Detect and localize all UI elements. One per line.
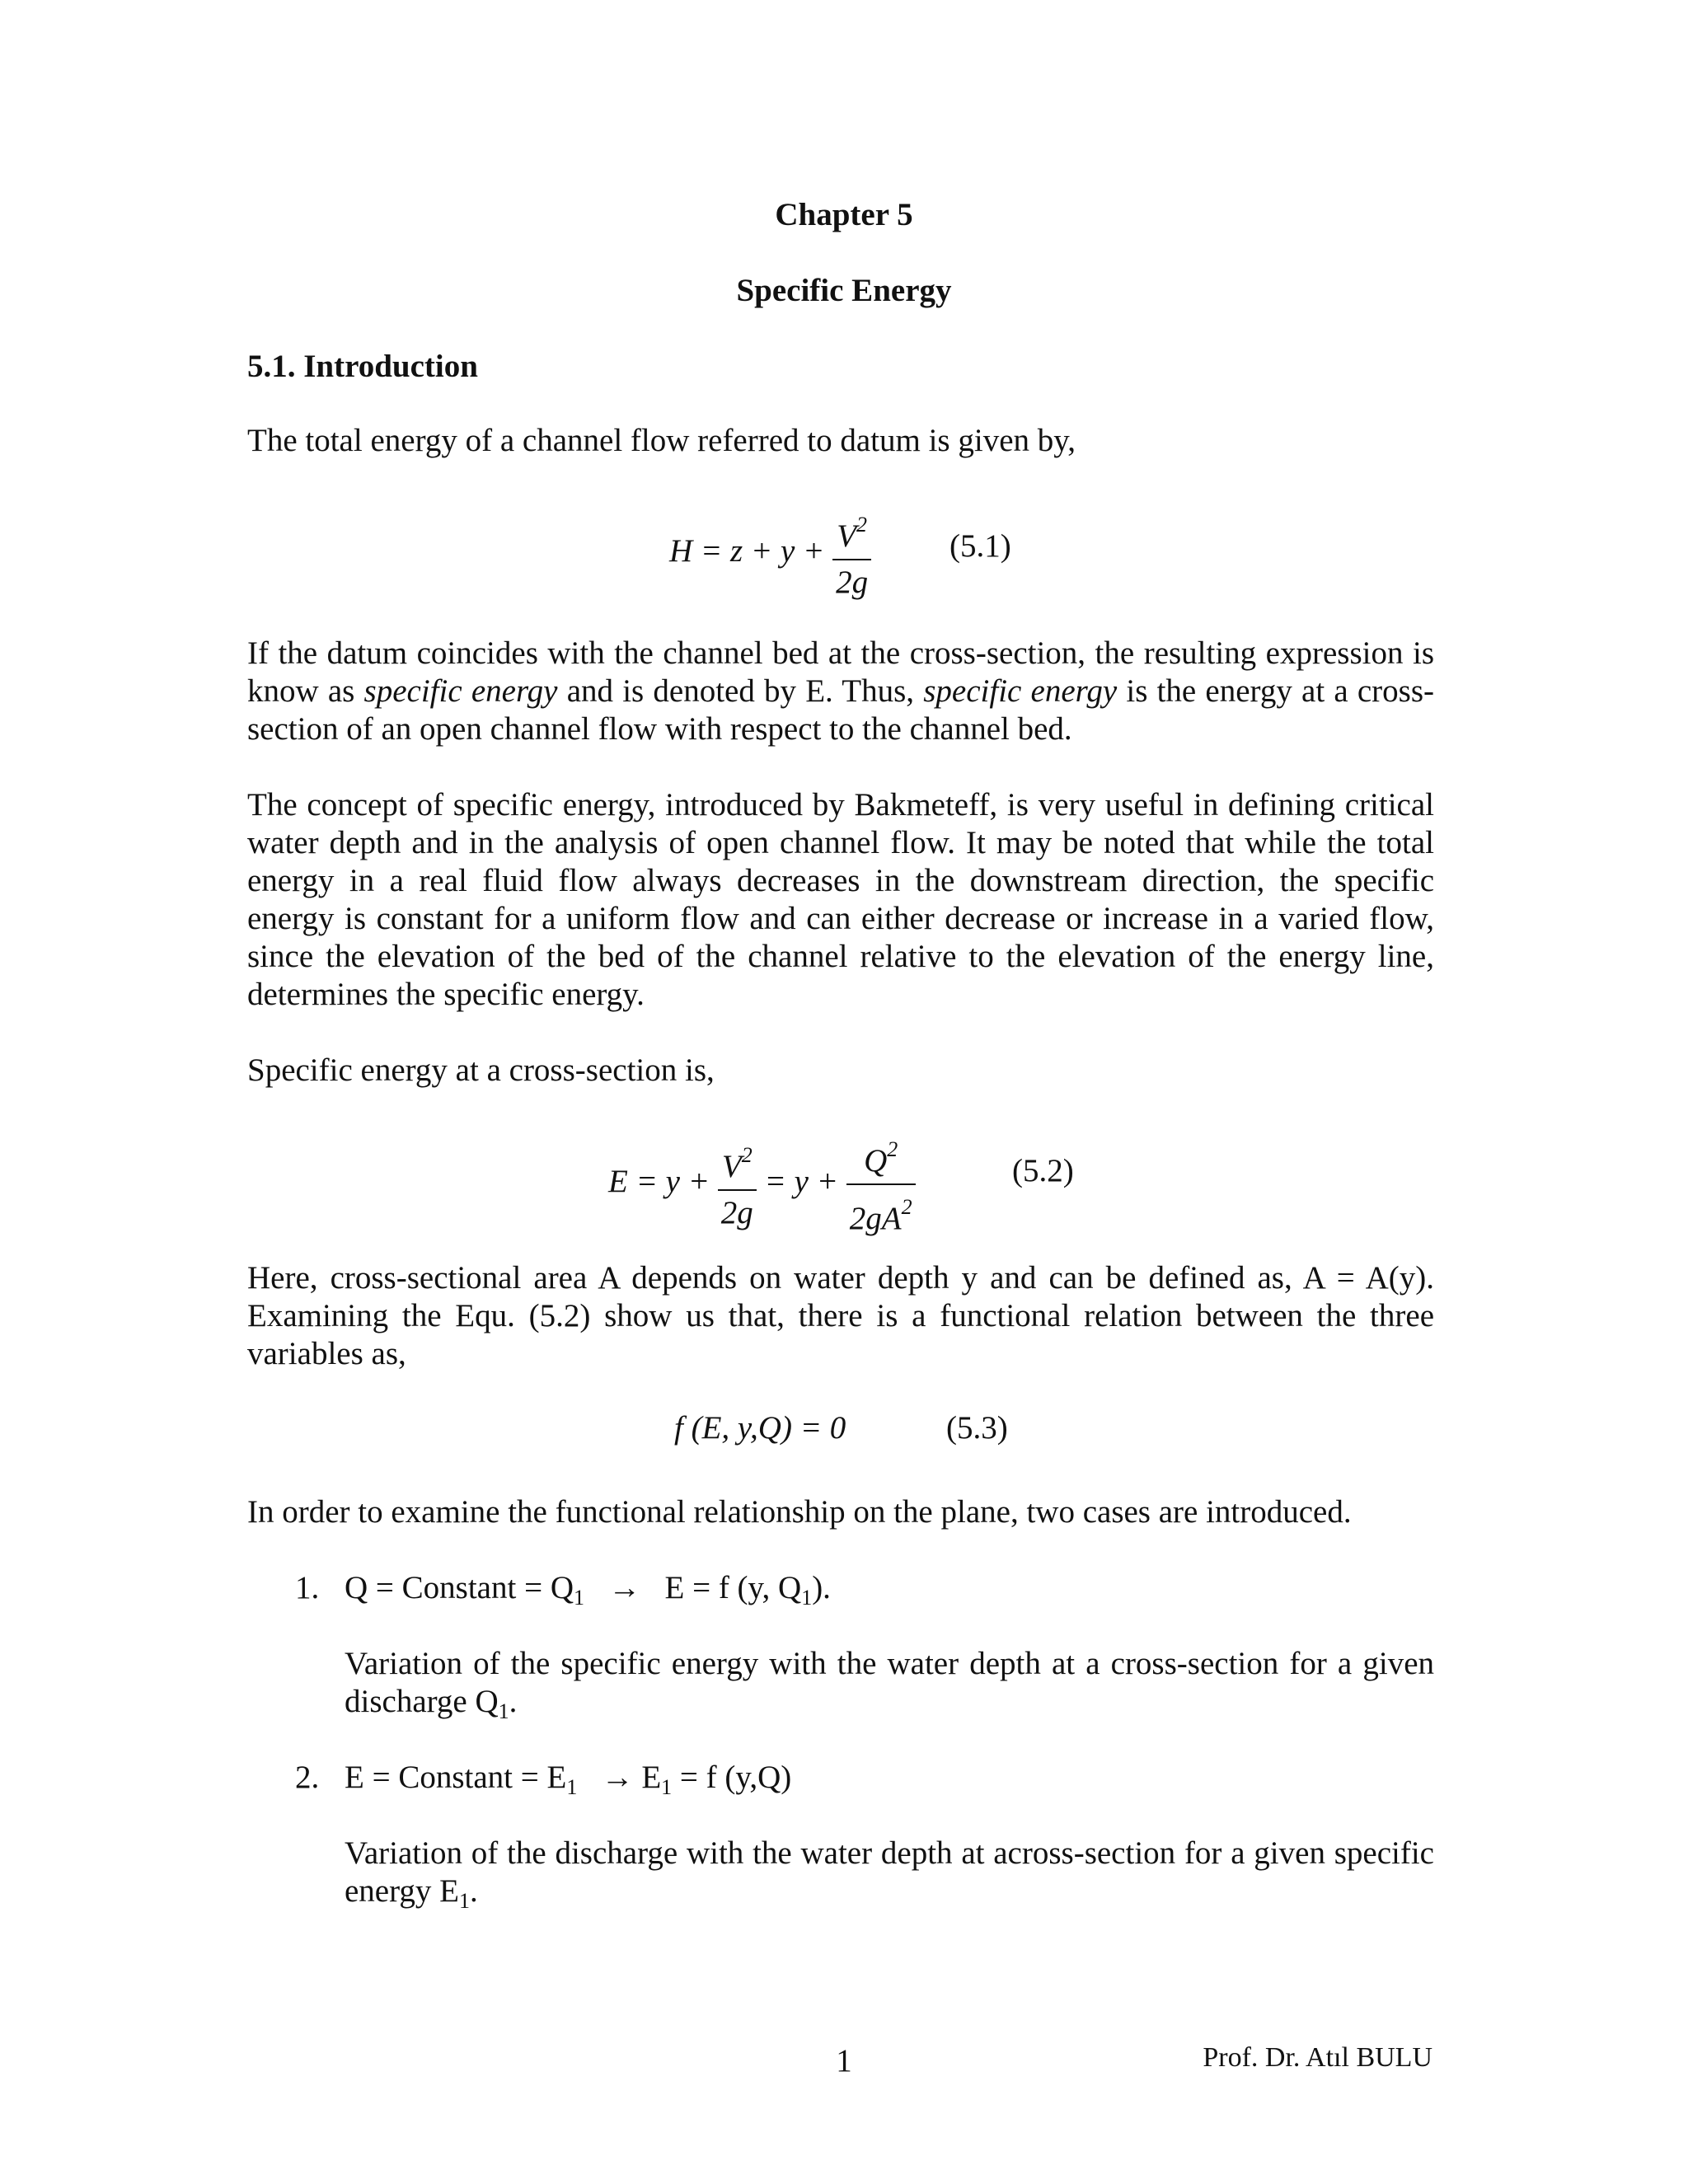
page-number: 1 [836,2043,852,2079]
equation-5-2: E = y + $\frac{V^2}{2g}$ = y + $\frac{Q^2}{2gA^2}$ [608,1127,916,1241]
author-footer: Prof. Dr. Atıl BULU [1203,2042,1432,2073]
list-item-1-number: 1. [295,1570,320,1605]
list-item-2-line: E = Constant = $E_1$ → $E_1 = f$ (y,Q) [345,1760,792,1799]
cases-intro: In order to examine the functional relationship on the plane, two cases are introduced. [247,1494,1352,1530]
equation-5-3-label: (5.3) [946,1410,1008,1446]
equation-5-1-fraction: $\frac{V^2}{2g}$ [832,503,871,605]
chapter-label: Chapter 5 [775,197,913,232]
list-item-1-description: Variation of the specific energy with the water depth at a cross-section for a given discharge $Q_1$. [345,1646,1434,1723]
section-heading: 5.1. Introduction [247,349,478,384]
concept-paragraph: The concept of specific energy, introduced by Bakmeteff, is very useful in defining critical water depth and in the analysis of open channel flow. It may be noted that while the total energy in a real fluid flow always decreases in the downstream direction, the specific energy is constant for a uniform flow and can either decrease or increase in a varied flow, since the elevation of the bed of the channel relative to the elevation of the energy line, determines the specific energy. [247,787,1434,1012]
chapter-title: Specific Energy [736,273,952,308]
area-paragraph: Here, cross-sectional area A depends on water depth y and can be defined as, A = A(y). Examining the Equ. (5.2) show us that, there is a functional relation between the three variables as, [247,1260,1434,1371]
equation-5-1-lhs: H = z + y + [669,532,825,569]
cross-section-paragraph: Specific energy at a cross-section is, [247,1052,715,1088]
equation-5-3: f (E, y,Q) = 0 [674,1410,846,1446]
intro-paragraph: The total energy of a channel flow referred to datum is given by, [247,423,1076,458]
equation-5-2-label: (5.2) [1012,1153,1074,1188]
list-item-1-line: Q = Constant = $Q_1$ → E = f (y, $Q_1$). [345,1570,831,1610]
list-item-2-description: Variation of the discharge with the water depth at across-section for a given specific energy $E_1$. [345,1835,1434,1913]
equation-5-1 [669,503,871,605]
list-item-2-number: 2. [295,1760,320,1795]
equation-5-1-label: (5.1) [950,528,1011,564]
specific-energy-definition: If the datum coincides with the channel bed at the cross-section, the resulting expression is know as specific energy and is denoted by E. Thus, specific energy is the energy at a cross-section of an open channel flow with respect to the channel bed. [247,635,1434,747]
